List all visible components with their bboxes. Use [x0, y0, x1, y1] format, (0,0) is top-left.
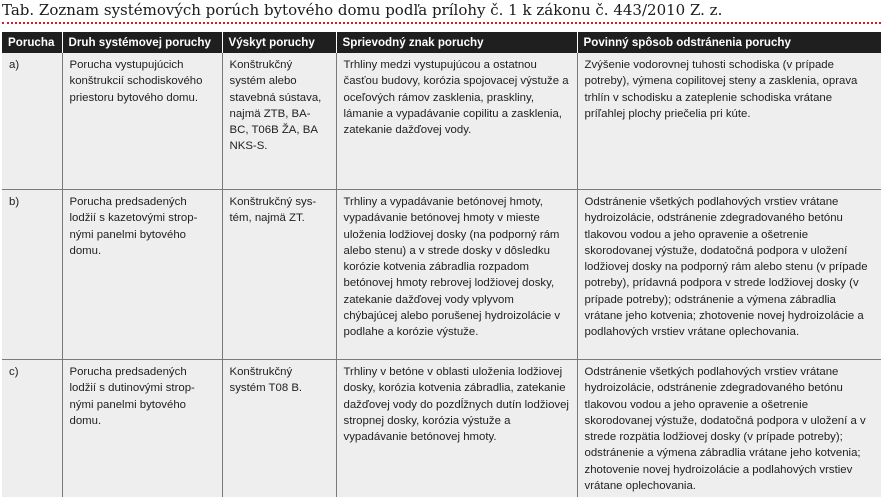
- cell-druh: Porucha predsadených lodžií s kazetovými strop-nými panelmi bytového domu.: [62, 190, 222, 360]
- cell-znak: Trhliny v betóne v oblasti uloženia lodžiovej dosky, korózia kotvenia zábradlia, zatekanie dažďovej vody do pozdĺžnych dutín lodžiovej stropnej dosky, korózia výstuže a vypadávanie betónovej hmoty.: [336, 360, 577, 497]
- cell-odstranenie: Odstránenie všetkých podlahových vrstiev vrátane hydroizolácie, odstránenie zdegradovaného betónu tlakovou vodou a jeho opravenie a ošetrenie skorodovanej výstuže, dodatočná podpora v uložení lodžiovej dosky na podporný rám alebo stenu (v prípade potreby), prídavná podpora v strede lodžiovej dosky (v prípade potreby); odstránenie a výmena zábradlia vrátane jeho kotvenia; zhotovenie novej hydroizolácie a podlahových vrstiev vrátane oplechovania.: [577, 190, 881, 360]
- table-row: [2, 360, 881, 497]
- cell-vyskyt: Konštrukčný sys-tém, najmä ZT.: [222, 190, 336, 360]
- caption-divider: [2, 22, 881, 24]
- column-header-druh: Druh systémovej poruchy: [62, 32, 222, 53]
- column-header-odstranenie: Povinný spôsob odstránenia poruchy: [577, 32, 881, 53]
- failures-table: [2, 32, 881, 497]
- cell-znak: Trhliny a vypadávanie betónovej hmoty, vypadávanie betónovej hmoty v mieste uloženia lodžiovej dosky (na podporný rám alebo stenu) a v strede dosky v dôsledku korózie kotvenia zábradlia rozpadom betónovej hmoty rebrovej lodžiovej dosky, zatekanie dažďovej vody vplyvom chýbajúcej alebo porušenej hydroizolácie v podlahe a korózie výstuže.: [336, 190, 577, 360]
- cell-odstranenie: Odstránenie všetkých podlahových vrstiev vrátane hydroizolácie, odstránenie zdegradovaného betónu tlakovou vodou a jeho opravenie a ošetrenie skorodovanej výstuže, dodatočná podpora v uložení a v strede rozpätia lodžiovej dosky (v prípade potreby); odstránenie a výmena zábradlia vrátane jeho kotvenia; zhotovenie novej hydroizolácie a podlahových vrstiev vrátane oplechovania.: [577, 360, 881, 497]
- cell-porucha: b): [2, 190, 62, 360]
- cell-porucha: a): [2, 53, 62, 190]
- cell-druh: Porucha vystupujúcich konštrukcií schodiskového priestoru bytového domu.: [62, 53, 222, 190]
- table-caption: Tab. Zoznam systémových porúch bytového domu podľa prílohy č. 1 k zákonu č. 443/2010 Z. z.: [2, 0, 881, 22]
- table-row: [2, 190, 881, 360]
- table-row: [2, 53, 881, 190]
- column-header-porucha: Porucha: [2, 32, 62, 53]
- column-header-vyskyt: Výskyt poruchy: [222, 32, 336, 53]
- cell-porucha: c): [2, 360, 62, 497]
- cell-druh: Porucha predsadených lodžií s dutinovými strop-nými panelmi bytového domu.: [62, 360, 222, 497]
- cell-vyskyt: Konštrukčný systém T08 B.: [222, 360, 336, 497]
- cell-vyskyt: Konštrukčný systém alebo stavebná sústava, najmä ZTB, BA-BC, T06B ŽA, BA NKS-S.: [222, 53, 336, 190]
- cell-znak: Trhliny medzi vystupujúcou a ostatnou časťou budovy, korózia spojovacej výstuže a oceľových rámov zasklenia, praskliny, lámanie a vypadávanie copilitu a zasklenia, zatekanie dažďovej vody.: [336, 53, 577, 190]
- column-header-znak: Sprievodný znak poruchy: [336, 32, 577, 53]
- table-header-row: [2, 32, 881, 53]
- cell-odstranenie: Zvýšenie vodorovnej tuhosti schodiska (v prípade potreby), výmena copilitovej steny a zasklenia, oprava trhlín v schodisku a zateplenie schodiska vrátane príľahlej plochy priečelia pri kúte.: [577, 53, 881, 190]
